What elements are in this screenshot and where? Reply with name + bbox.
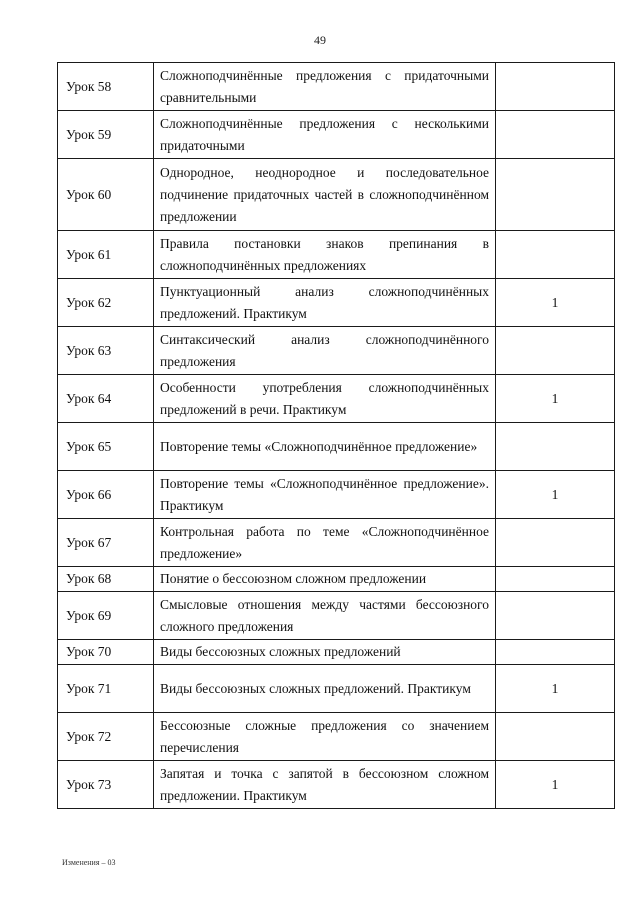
topic-cell: Запятая и точка с запятой в бессоюзном сложном предложении. Практикум: [154, 761, 496, 809]
table-row: [58, 279, 615, 327]
hours-cell: [496, 63, 615, 111]
page-number: 49: [314, 33, 326, 47]
footer-note: Изменения – 03: [62, 858, 116, 867]
topic-cell: Повторение темы «Сложноподчинённое предложение». Практикум: [154, 471, 496, 519]
lesson-cell: Урок 66: [58, 471, 154, 519]
hours-cell: [496, 519, 615, 567]
lesson-rows: [58, 63, 615, 809]
lesson-cell: Урок 60: [58, 159, 154, 231]
hours-cell: [496, 423, 615, 471]
hours-cell: 1: [496, 665, 615, 713]
hours-cell: [496, 567, 615, 592]
table-row: [58, 640, 615, 665]
table-row: [58, 423, 615, 471]
hours-cell: [496, 640, 615, 665]
topic-cell: Однородное, неоднородное и последовательное подчинение придаточных частей в сложноподчинённом предложении: [154, 159, 496, 231]
lesson-cell: Урок 68: [58, 567, 154, 592]
topic-cell: Сложноподчинённые предложения с несколькими придаточными: [154, 111, 496, 159]
table-row: [58, 231, 615, 279]
lesson-cell: Урок 72: [58, 713, 154, 761]
hours-cell: 1: [496, 279, 615, 327]
lesson-cell: Урок 59: [58, 111, 154, 159]
lesson-cell: Урок 65: [58, 423, 154, 471]
topic-cell: Понятие о бессоюзном сложном предложении: [154, 567, 496, 592]
topic-cell: Правила постановки знаков препинания в сложноподчинённых предложениях: [154, 231, 496, 279]
hours-cell: [496, 327, 615, 375]
table-row: [58, 471, 615, 519]
topic-cell: Смысловые отношения между частями бессоюзного сложного предложения: [154, 592, 496, 640]
table-row: [58, 327, 615, 375]
table-row: [58, 713, 615, 761]
topic-cell: Виды бессоюзных сложных предложений. Практикум: [154, 665, 496, 713]
table-row: [58, 63, 615, 111]
table-row: [58, 519, 615, 567]
hours-cell: [496, 231, 615, 279]
hours-cell: [496, 159, 615, 231]
lesson-cell: Урок 67: [58, 519, 154, 567]
table-row: [58, 592, 615, 640]
lesson-cell: Урок 61: [58, 231, 154, 279]
hours-cell: 1: [496, 761, 615, 809]
lesson-cell: Урок 63: [58, 327, 154, 375]
table-row: [58, 567, 615, 592]
topic-cell: Сложноподчинённые предложения с придаточными сравнительными: [154, 63, 496, 111]
topic-cell: Контрольная работа по теме «Сложноподчинённое предложение»: [154, 519, 496, 567]
topic-cell: Повторение темы «Сложноподчинённое предложение»: [154, 423, 496, 471]
lesson-cell: Урок 71: [58, 665, 154, 713]
lesson-cell: Урок 73: [58, 761, 154, 809]
lesson-cell: Урок 70: [58, 640, 154, 665]
topic-cell: Виды бессоюзных сложных предложений: [154, 640, 496, 665]
hours-cell: 1: [496, 471, 615, 519]
hours-cell: 1: [496, 375, 615, 423]
topic-cell: Бессоюзные сложные предложения со значением перечисления: [154, 713, 496, 761]
table-row: [58, 761, 615, 809]
hours-cell: [496, 111, 615, 159]
lesson-cell: Урок 58: [58, 63, 154, 111]
hours-cell: [496, 713, 615, 761]
lesson-cell: Урок 64: [58, 375, 154, 423]
lesson-table: [57, 62, 615, 809]
hours-cell: [496, 592, 615, 640]
topic-cell: Особенности употребления сложноподчинённых предложений в речи. Практикум: [154, 375, 496, 423]
table-row: [58, 665, 615, 713]
topic-cell: Пунктуационный анализ сложноподчинённых предложений. Практикум: [154, 279, 496, 327]
table-row: [58, 375, 615, 423]
topic-cell: Синтаксический анализ сложноподчинённого предложения: [154, 327, 496, 375]
table-row: [58, 159, 615, 231]
lesson-cell: Урок 69: [58, 592, 154, 640]
table-row: [58, 111, 615, 159]
lesson-cell: Урок 62: [58, 279, 154, 327]
